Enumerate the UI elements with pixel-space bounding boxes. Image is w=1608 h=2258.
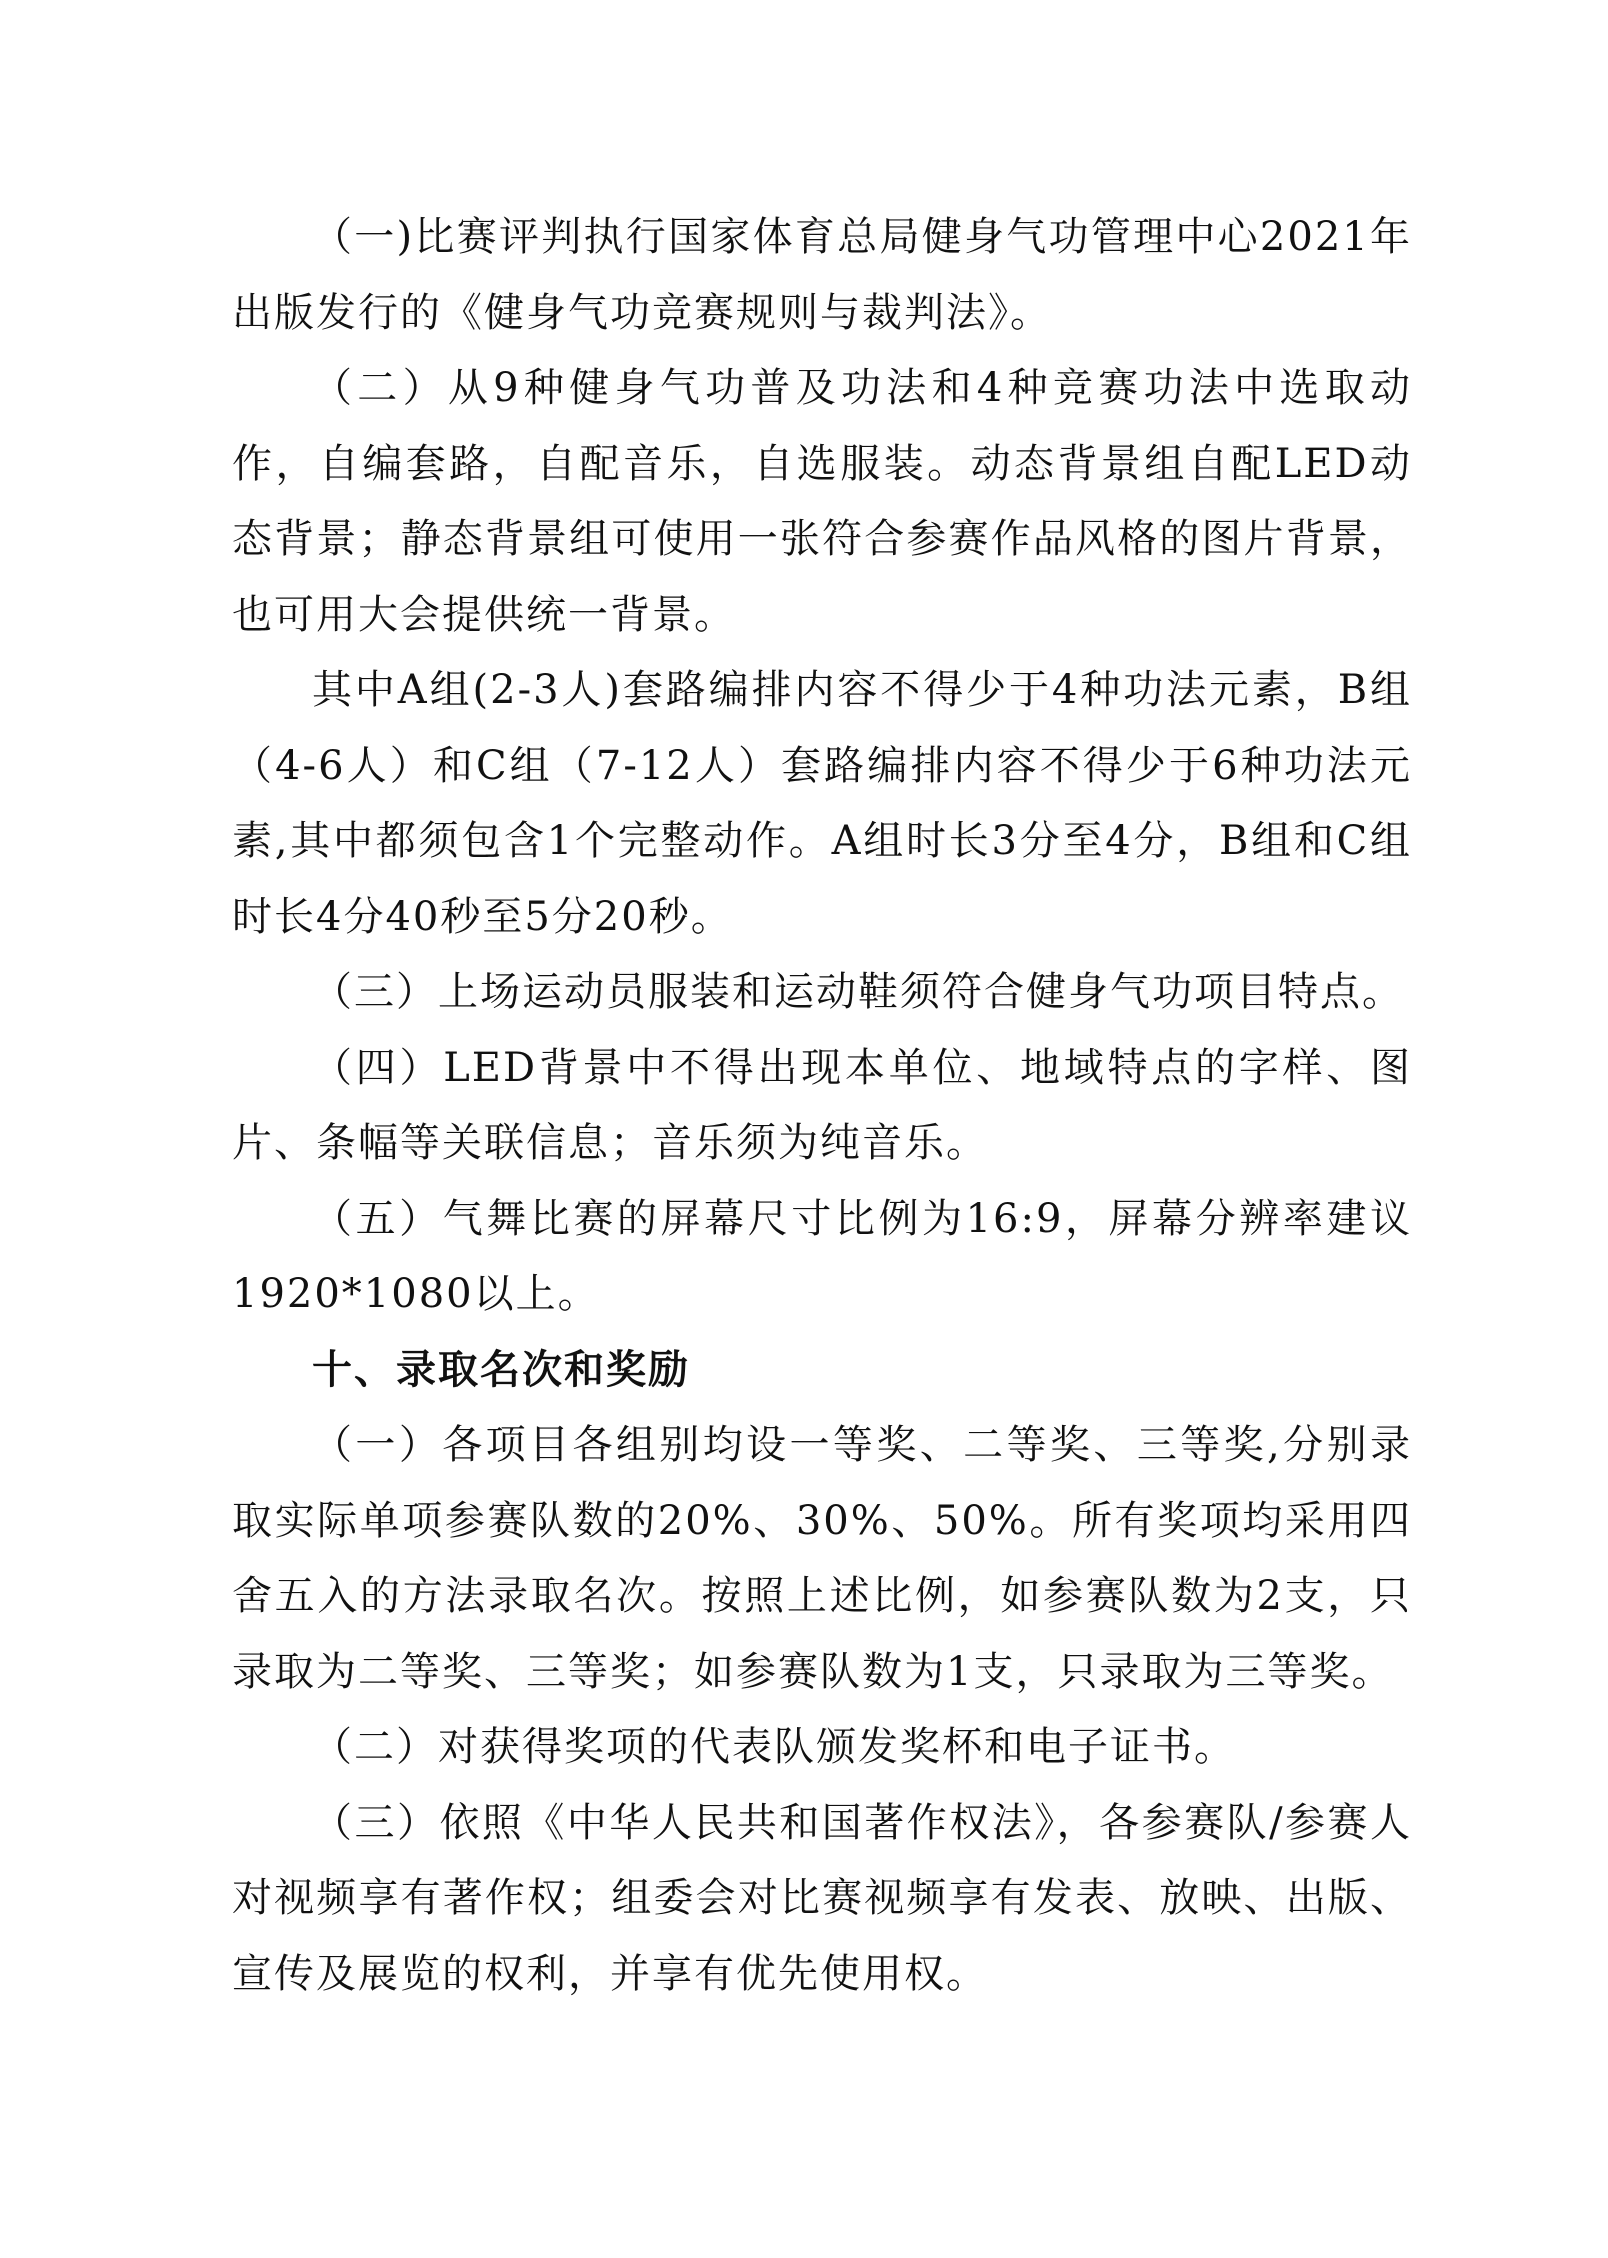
paragraph-trophies: （二）对获得奖项的代表队颁发奖杯和电子证书。: [312, 1724, 1236, 1770]
paragraph-group-requirements: 其中A组(2-3人)套路编排内容不得少于4种功法元素，B组（4-6人）和C组（7-12人）套路编排内容不得少于6种功法元素,其中都须包含1个完整动作。A组时长3分至4分，B组和C组时长4分40秒至5分20秒。: [232, 667, 1412, 940]
paragraph-attire: （三）上场运动员服装和运动鞋须符合健身气功项目特点。: [312, 969, 1404, 1015]
paragraph-judging-rules: （一)比赛评判执行国家体育总局健身气功管理中心2021年出版发行的《健身气功竞赛规则与裁判法》。: [232, 214, 1412, 336]
paragraph-copyright: （三）依照《中华人民共和国著作权法》，各参赛队/参赛人对视频享有著作权；组委会对比赛视频享有发表、放映、出版、宣传及展览的权利，并享有优先使用权。: [232, 1799, 1412, 1997]
paragraph-screen-ratio: （五）气舞比赛的屏幕尺寸比例为16:9，屏幕分辨率建议1920*1080以上。: [232, 1195, 1412, 1317]
document-body: [232, 200, 1412, 2012]
paragraph-routine-composition: （二）从9种健身气功普及功法和4种竞赛功法中选取动作，自编套路，自配音乐，自选服装。动态背景组自配LED动态背景；静态背景组可使用一张符合参赛作品风格的图片背景，也可用大会提供统一背景。: [232, 365, 1412, 638]
section-heading-awards: 十、录取名次和奖励: [312, 1346, 690, 1393]
paragraph-led-background: （四）LED背景中不得出现本单位、地域特点的字样、图片、条幅等关联信息；音乐须为纯音乐。: [232, 1044, 1412, 1166]
paragraph-award-levels: （一）各项目各组别均设一等奖、二等奖、三等奖,分别录取实际单项参赛队数的20%、30%、50%。所有奖项均采用四舍五入的方法录取名次。按照上述比例，如参赛队数为2支，只录取为二等奖、三等奖；如参赛队数为1支，只录取为三等奖。: [232, 1422, 1412, 1695]
